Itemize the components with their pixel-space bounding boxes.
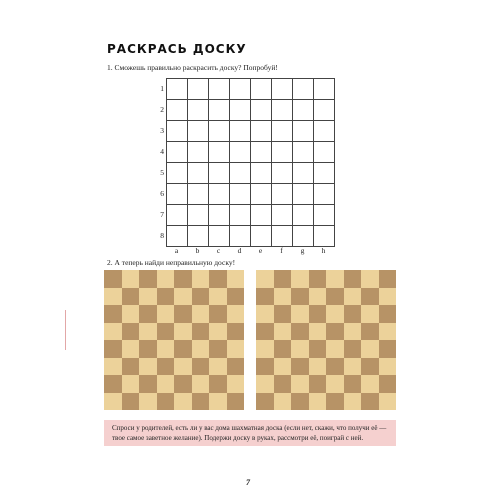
dark-square xyxy=(326,358,344,376)
light-square xyxy=(174,358,192,376)
light-square xyxy=(192,270,210,288)
dark-square xyxy=(256,323,274,341)
dark-square xyxy=(361,323,379,341)
dark-square xyxy=(256,288,274,306)
grid-cell[interactable] xyxy=(188,163,209,184)
grid-cell[interactable] xyxy=(293,142,314,163)
file-label: f xyxy=(280,246,283,255)
grid-cell[interactable] xyxy=(251,184,272,205)
light-square xyxy=(122,375,140,393)
light-square xyxy=(344,393,362,411)
grid-cell[interactable] xyxy=(209,205,230,226)
light-square xyxy=(256,305,274,323)
file-label: h xyxy=(321,246,326,255)
light-square xyxy=(361,375,379,393)
grid-cell[interactable] xyxy=(188,226,209,247)
grid-cell[interactable] xyxy=(230,226,251,247)
grid-cell[interactable] xyxy=(293,226,314,247)
grid-cell[interactable] xyxy=(167,205,188,226)
dark-square xyxy=(192,393,210,411)
light-square xyxy=(157,375,175,393)
light-square xyxy=(291,270,309,288)
file-label: d xyxy=(237,246,242,255)
grid-cell[interactable] xyxy=(167,142,188,163)
light-square xyxy=(326,340,344,358)
dark-square xyxy=(291,323,309,341)
grid-cell[interactable] xyxy=(272,142,293,163)
grid-cell[interactable] xyxy=(230,121,251,142)
light-square xyxy=(309,393,327,411)
dark-square xyxy=(361,393,379,411)
dark-square xyxy=(379,340,397,358)
task-1-text: 1. Сможешь правильно раскрасить доску? Попробуй! xyxy=(107,63,278,72)
grid-cell[interactable] xyxy=(251,163,272,184)
dark-square xyxy=(139,270,157,288)
grid-cell[interactable] xyxy=(272,226,293,247)
dark-square xyxy=(104,270,122,288)
grid-cell[interactable] xyxy=(272,163,293,184)
dark-square xyxy=(379,270,397,288)
light-square xyxy=(122,305,140,323)
rank-label: 7 xyxy=(160,210,164,219)
dark-square xyxy=(274,340,292,358)
light-square xyxy=(256,375,274,393)
file-label: b xyxy=(195,246,200,255)
rank-label: 3 xyxy=(160,126,164,135)
dark-square xyxy=(209,375,227,393)
light-square xyxy=(344,358,362,376)
grid-cell[interactable] xyxy=(209,121,230,142)
light-square xyxy=(379,358,397,376)
light-square xyxy=(157,270,175,288)
dark-square xyxy=(309,305,327,323)
dark-square xyxy=(361,358,379,376)
dark-square xyxy=(344,375,362,393)
light-square xyxy=(227,340,245,358)
light-square xyxy=(157,305,175,323)
light-square xyxy=(104,358,122,376)
grid-cell[interactable] xyxy=(230,163,251,184)
grid-cell[interactable] xyxy=(251,205,272,226)
light-square xyxy=(274,288,292,306)
light-square xyxy=(379,288,397,306)
grid-cell[interactable] xyxy=(167,121,188,142)
dark-square xyxy=(209,305,227,323)
dark-square xyxy=(344,305,362,323)
grid-cell[interactable] xyxy=(314,205,335,226)
light-square xyxy=(192,375,210,393)
grid-cell[interactable] xyxy=(209,100,230,121)
task-2-text: 2. А теперь найди неправильную доску! xyxy=(107,258,236,267)
grid-cell[interactable] xyxy=(272,79,293,100)
dark-square xyxy=(139,375,157,393)
grid-cell[interactable] xyxy=(209,142,230,163)
light-square xyxy=(139,393,157,411)
grid-cell[interactable] xyxy=(188,205,209,226)
dark-square xyxy=(309,340,327,358)
dark-square xyxy=(192,323,210,341)
light-square xyxy=(344,288,362,306)
dark-square xyxy=(122,393,140,411)
light-square xyxy=(209,323,227,341)
grid-cell[interactable] xyxy=(272,121,293,142)
file-label: c xyxy=(216,246,221,255)
dark-square xyxy=(256,358,274,376)
rank-label: 8 xyxy=(160,231,164,240)
dark-square xyxy=(291,358,309,376)
rank-label: 5 xyxy=(160,168,164,177)
grid-cell[interactable] xyxy=(293,100,314,121)
chessboard-left xyxy=(104,270,244,410)
page-number: 7 xyxy=(246,478,250,487)
grid-cell[interactable] xyxy=(209,226,230,247)
light-square xyxy=(157,340,175,358)
grid-cell[interactable] xyxy=(230,205,251,226)
parent-note: Спроси у родителей, есть ли у вас дома шахматная доска (если нет, скажи, что получи её — твое самое заветное желание). Подержи доску в руках, рассмотри её, поиграй с ней. xyxy=(104,420,396,446)
light-square xyxy=(227,375,245,393)
file-label: g xyxy=(300,246,305,255)
dark-square xyxy=(122,358,140,376)
grid-cell[interactable] xyxy=(209,79,230,100)
grid-cell[interactable] xyxy=(272,184,293,205)
light-square xyxy=(256,340,274,358)
light-square xyxy=(291,375,309,393)
dark-square xyxy=(104,305,122,323)
grid-cell[interactable] xyxy=(230,142,251,163)
light-square xyxy=(209,393,227,411)
grid-cell[interactable] xyxy=(167,163,188,184)
grid-cell[interactable] xyxy=(314,142,335,163)
light-square xyxy=(256,270,274,288)
dark-square xyxy=(379,305,397,323)
grid-cell[interactable] xyxy=(188,121,209,142)
grid-cell[interactable] xyxy=(188,79,209,100)
grid-cell[interactable] xyxy=(188,100,209,121)
grid-cell[interactable] xyxy=(314,100,335,121)
dark-square xyxy=(326,323,344,341)
light-square xyxy=(379,323,397,341)
dark-square xyxy=(227,323,245,341)
light-square xyxy=(274,358,292,376)
file-label: a xyxy=(174,246,179,255)
light-square xyxy=(379,393,397,411)
dark-square xyxy=(104,375,122,393)
grid-cell[interactable] xyxy=(209,163,230,184)
light-square xyxy=(139,358,157,376)
light-square xyxy=(174,323,192,341)
grid-cell[interactable] xyxy=(167,184,188,205)
grid-cell[interactable] xyxy=(293,121,314,142)
grid-cell[interactable] xyxy=(251,100,272,121)
light-square xyxy=(361,340,379,358)
dark-square xyxy=(361,288,379,306)
rank-label: 4 xyxy=(160,147,164,156)
dark-square xyxy=(139,305,157,323)
dark-square xyxy=(174,340,192,358)
grid-cell[interactable] xyxy=(167,100,188,121)
dark-square xyxy=(309,375,327,393)
empty-chessboard-grid xyxy=(166,78,335,247)
dark-square xyxy=(379,375,397,393)
rank-label: 2 xyxy=(160,105,164,114)
light-square xyxy=(326,375,344,393)
dark-square xyxy=(174,270,192,288)
light-square xyxy=(326,305,344,323)
dark-square xyxy=(157,323,175,341)
grid-cell[interactable] xyxy=(230,100,251,121)
grid-cell[interactable] xyxy=(314,184,335,205)
light-square xyxy=(309,358,327,376)
dark-square xyxy=(227,288,245,306)
dark-square xyxy=(344,270,362,288)
grid-cell[interactable] xyxy=(314,226,335,247)
light-square xyxy=(209,358,227,376)
page-heading: РАСКРАСЬ ДОСКУ xyxy=(107,42,247,56)
dark-square xyxy=(174,375,192,393)
dark-square xyxy=(274,270,292,288)
dark-square xyxy=(227,393,245,411)
grid-cell[interactable] xyxy=(272,100,293,121)
file-label: e xyxy=(258,246,263,255)
grid-cell[interactable] xyxy=(167,226,188,247)
grid-cell[interactable] xyxy=(167,79,188,100)
dark-square xyxy=(157,288,175,306)
dark-square xyxy=(256,393,274,411)
dark-square xyxy=(157,393,175,411)
grid-cell[interactable] xyxy=(209,184,230,205)
light-square xyxy=(192,305,210,323)
grid-cell[interactable] xyxy=(314,163,335,184)
dark-square xyxy=(326,393,344,411)
light-square xyxy=(291,340,309,358)
grid-cell[interactable] xyxy=(251,226,272,247)
light-square xyxy=(174,288,192,306)
light-square xyxy=(227,305,245,323)
grid-cell[interactable] xyxy=(188,184,209,205)
light-square xyxy=(174,393,192,411)
light-square xyxy=(192,340,210,358)
dark-square xyxy=(139,340,157,358)
page-edge-mark xyxy=(65,310,66,350)
rank-label: 1 xyxy=(160,84,164,93)
grid-cell[interactable] xyxy=(251,79,272,100)
grid-cell[interactable] xyxy=(293,184,314,205)
dark-square xyxy=(291,288,309,306)
dark-square xyxy=(227,358,245,376)
light-square xyxy=(104,323,122,341)
light-square xyxy=(361,305,379,323)
dark-square xyxy=(326,288,344,306)
light-square xyxy=(309,323,327,341)
light-square xyxy=(309,288,327,306)
grid-cell[interactable] xyxy=(272,205,293,226)
grid-cell[interactable] xyxy=(293,205,314,226)
dark-square xyxy=(209,340,227,358)
light-square xyxy=(274,323,292,341)
grid-cell[interactable] xyxy=(188,142,209,163)
light-square xyxy=(274,393,292,411)
grid-cell[interactable] xyxy=(230,184,251,205)
light-square xyxy=(344,323,362,341)
rank-label: 6 xyxy=(160,189,164,198)
dark-square xyxy=(174,305,192,323)
light-square xyxy=(291,305,309,323)
grid-cell[interactable] xyxy=(293,79,314,100)
grid-cell[interactable] xyxy=(314,79,335,100)
light-square xyxy=(139,288,157,306)
light-square xyxy=(122,270,140,288)
dark-square xyxy=(157,358,175,376)
light-square xyxy=(104,288,122,306)
dark-square xyxy=(309,270,327,288)
dark-square xyxy=(122,288,140,306)
dark-square xyxy=(344,340,362,358)
grid-cell[interactable] xyxy=(230,79,251,100)
light-square xyxy=(361,270,379,288)
chessboard-right xyxy=(256,270,396,410)
light-square xyxy=(209,288,227,306)
light-square xyxy=(227,270,245,288)
light-square xyxy=(139,323,157,341)
dark-square xyxy=(274,305,292,323)
dark-square xyxy=(274,375,292,393)
grid-cell[interactable] xyxy=(293,163,314,184)
grid-cell[interactable] xyxy=(314,121,335,142)
light-square xyxy=(104,393,122,411)
dark-square xyxy=(104,340,122,358)
dark-square xyxy=(192,358,210,376)
light-square xyxy=(122,340,140,358)
dark-square xyxy=(209,270,227,288)
dark-square xyxy=(192,288,210,306)
grid-cell[interactable] xyxy=(251,121,272,142)
dark-square xyxy=(122,323,140,341)
dark-square xyxy=(291,393,309,411)
light-square xyxy=(326,270,344,288)
grid-cell[interactable] xyxy=(251,142,272,163)
